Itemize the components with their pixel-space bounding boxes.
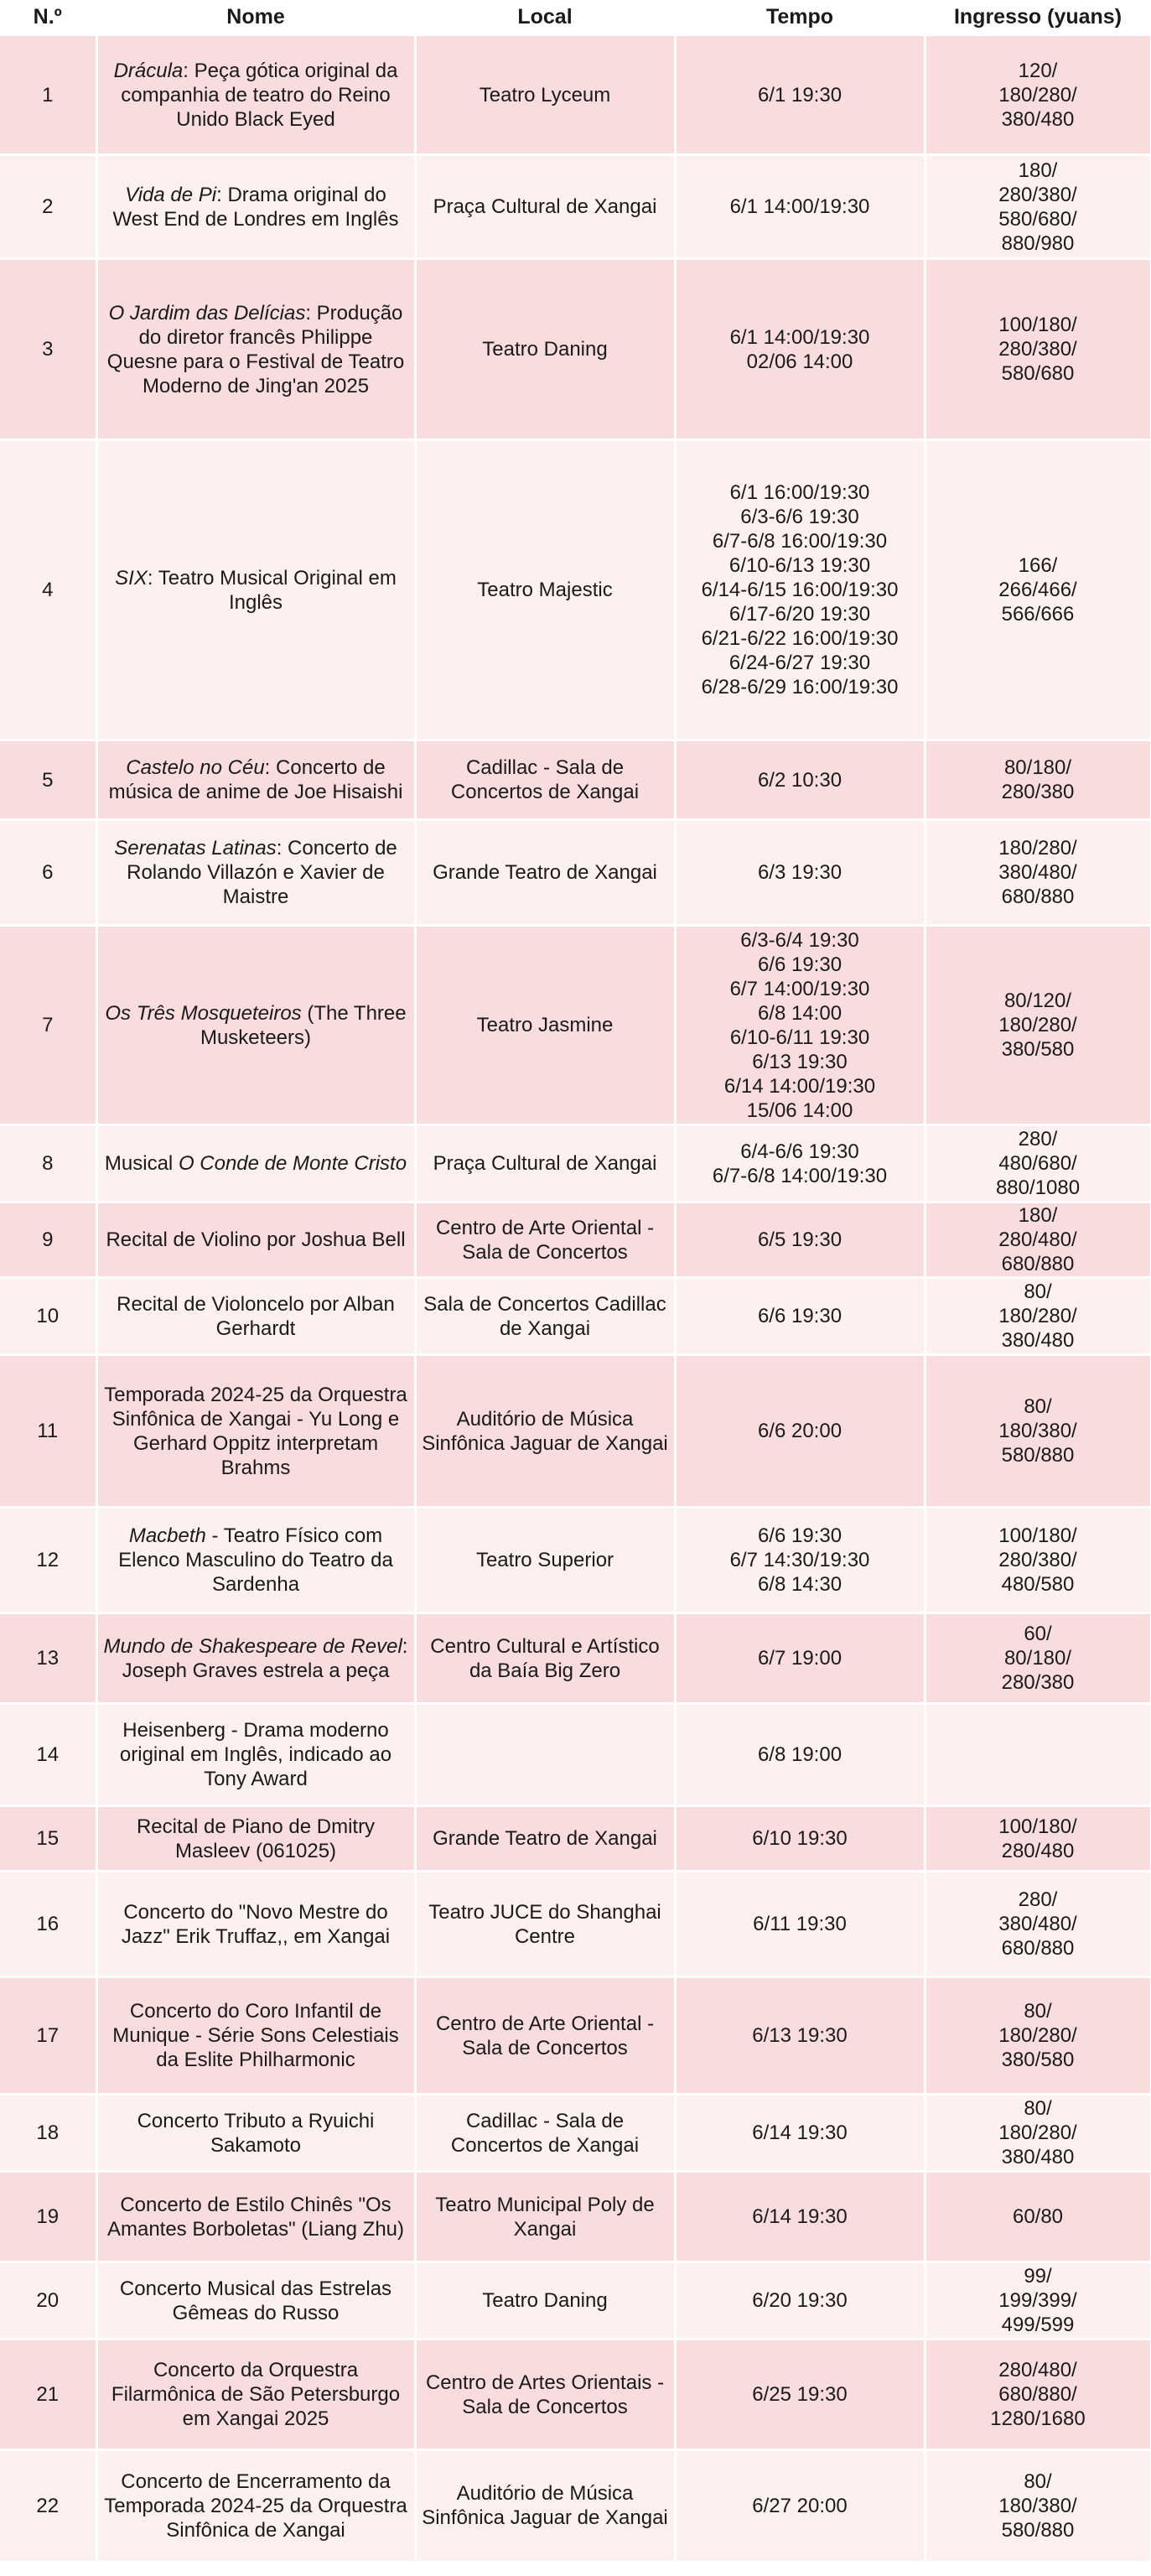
event-price: 60/80 bbox=[925, 2172, 1151, 2262]
row-number: 9 bbox=[0, 1202, 96, 1278]
event-time: 6/1 16:00/19:30 6/3-6/6 19:30 6/7-6/8 16:00/19:30 6/10-6/13 19:30 6/14-6/15 16:00/19:30 6/17-6/20 19:30 6/21-6/22 16:00/19:30 6/24-6/27 19:30 6/28-6/29 16:00/19:30 bbox=[675, 440, 925, 740]
event-description: Concerto de Estilo Chinês "Os Amantes Borboletas" (Liang Zhu) bbox=[106, 2193, 405, 2241]
event-time: 6/1 14:00/19:30 02/06 14:00 bbox=[675, 259, 925, 440]
event-venue: Teatro Municipal Poly de Xangai bbox=[415, 2172, 675, 2262]
table-row bbox=[0, 1806, 1151, 1872]
event-name bbox=[96, 440, 415, 740]
header-num: N.º bbox=[0, 0, 96, 35]
event-name bbox=[96, 35, 415, 155]
event-venue: Teatro Majestic bbox=[415, 440, 675, 740]
event-name bbox=[96, 1125, 415, 1202]
header-price: Ingresso (yuans) bbox=[925, 0, 1151, 35]
event-time: 6/20 19:30 bbox=[675, 2262, 925, 2340]
event-time: 6/7 19:00 bbox=[675, 1613, 925, 1704]
event-time: 6/5 19:30 bbox=[675, 1202, 925, 1278]
event-price: 99/ 199/399/ 499/599 bbox=[925, 2262, 1151, 2340]
event-title: Mundo de Shakespeare de Revel bbox=[103, 1634, 402, 1658]
table-row bbox=[0, 1278, 1151, 1355]
table-row bbox=[0, 2262, 1151, 2340]
event-time: 6/27 20:00 bbox=[675, 2450, 925, 2561]
header-venue: Local bbox=[415, 0, 675, 35]
event-price: 80/ 180/380/ 580/880 bbox=[925, 2450, 1151, 2561]
event-venue bbox=[415, 1704, 675, 1806]
event-price: 280/ 480/680/ 880/1080 bbox=[925, 1125, 1151, 1202]
event-description: : Concerto de Rolando Villazón e Xavier de Maistre bbox=[127, 837, 397, 908]
table-row bbox=[0, 820, 1151, 926]
event-description: Concerto da Orquestra Filarmônica de São Petersburgo em Xangai 2025 bbox=[111, 2359, 401, 2430]
table-row bbox=[0, 1508, 1151, 1613]
event-name bbox=[96, 740, 415, 820]
event-venue: Teatro Superior bbox=[415, 1508, 675, 1613]
event-description: : Produção do diretor francês Philippe Quesne para o Festival de Teatro Moderno de Jing'an 2025 bbox=[106, 301, 405, 397]
event-venue: Cadillac - Sala de Concertos de Xangai bbox=[415, 740, 675, 820]
event-description: : Concerto de música de anime de Joe Hisaishi bbox=[108, 756, 403, 803]
event-time: 6/6 19:30 bbox=[675, 1278, 925, 1355]
event-name bbox=[96, 1806, 415, 1872]
event-description: Recital de Violoncelo por Alban Gerhardt bbox=[117, 1292, 395, 1340]
event-venue: Grande Teatro de Xangai bbox=[415, 820, 675, 926]
event-description: : Drama original do West End de Londres em Inglês bbox=[112, 183, 399, 231]
event-title: Serenatas Latinas bbox=[114, 837, 277, 860]
row-number: 5 bbox=[0, 740, 96, 820]
event-name bbox=[96, 1872, 415, 1977]
table-row bbox=[0, 2340, 1151, 2450]
event-venue: Centro Cultural e Artístico da Baía Big Zero bbox=[415, 1613, 675, 1704]
event-time: 6/14 19:30 bbox=[675, 2095, 925, 2172]
table-row bbox=[0, 440, 1151, 740]
row-number: 14 bbox=[0, 1704, 96, 1806]
event-time: 6/11 19:30 bbox=[675, 1872, 925, 1977]
event-venue: Centro de Arte Oriental - Sala de Concertos bbox=[415, 1202, 675, 1278]
event-description: : Teatro Musical Original em Inglês bbox=[147, 566, 397, 614]
event-price: 166/ 266/466/ 566/666 bbox=[925, 440, 1151, 740]
row-number: 7 bbox=[0, 926, 96, 1125]
header-time: Tempo bbox=[675, 0, 925, 35]
event-venue: Grande Teatro de Xangai bbox=[415, 1806, 675, 1872]
event-description: - Teatro Físico com Elenco Masculino do Teatro da Sardenha bbox=[118, 1524, 393, 1596]
event-name bbox=[96, 2450, 415, 2561]
row-number: 20 bbox=[0, 2262, 96, 2340]
event-description: Recital de Violino por Joshua Bell bbox=[106, 1228, 406, 1251]
event-name bbox=[96, 1508, 415, 1613]
event-price: 120/ 180/280/ 380/480 bbox=[925, 35, 1151, 155]
table-row bbox=[0, 1613, 1151, 1704]
event-time: 6/1 14:00/19:30 bbox=[675, 155, 925, 259]
event-price: 280/480/ 680/880/ 1280/1680 bbox=[925, 2340, 1151, 2450]
event-time: 6/6 20:00 bbox=[675, 1355, 925, 1508]
event-title: O Conde de Monte Cristo bbox=[178, 1152, 407, 1175]
row-number: 18 bbox=[0, 2095, 96, 2172]
event-price: 100/180/ 280/480 bbox=[925, 1806, 1151, 1872]
event-venue: Teatro Daning bbox=[415, 2262, 675, 2340]
event-title: Macbeth bbox=[128, 1524, 206, 1547]
table-row bbox=[0, 926, 1151, 1125]
event-description: Concerto Musical das Estrelas Gêmeas do Russo bbox=[119, 2277, 392, 2324]
event-time: 6/8 19:00 bbox=[675, 1704, 925, 1806]
event-description: Concerto de Encerramento da Temporada 2024-25 da Orquestra Sinfônica de Xangai bbox=[104, 2470, 407, 2542]
event-name bbox=[96, 2172, 415, 2262]
event-name bbox=[96, 2262, 415, 2340]
event-price: 180/ 280/380/ 580/680/ 880/980 bbox=[925, 155, 1151, 259]
table-row bbox=[0, 259, 1151, 440]
row-number: 16 bbox=[0, 1872, 96, 1977]
event-description: Recital de Piano de Dmitry Masleev (061025) bbox=[136, 1815, 376, 1862]
row-number: 19 bbox=[0, 2172, 96, 2262]
row-number: 22 bbox=[0, 2450, 96, 2561]
event-title: Castelo no Céu bbox=[126, 756, 265, 779]
row-number: 13 bbox=[0, 1613, 96, 1704]
event-time: 6/14 19:30 bbox=[675, 2172, 925, 2262]
event-time: 6/2 10:30 bbox=[675, 740, 925, 820]
event-name bbox=[96, 259, 415, 440]
event-price: 80/180/ 280/380 bbox=[925, 740, 1151, 820]
table-row bbox=[0, 1125, 1151, 1202]
event-price: 80/ 180/380/ 580/880 bbox=[925, 1355, 1151, 1508]
row-number: 10 bbox=[0, 1278, 96, 1355]
event-time: 6/13 19:30 bbox=[675, 1977, 925, 2095]
event-title: Drácula bbox=[113, 59, 184, 82]
row-number: 4 bbox=[0, 440, 96, 740]
row-number: 15 bbox=[0, 1806, 96, 1872]
table-row bbox=[0, 1704, 1151, 1806]
event-name bbox=[96, 155, 415, 259]
row-number: 12 bbox=[0, 1508, 96, 1613]
event-venue: Teatro Lyceum bbox=[415, 35, 675, 155]
event-price bbox=[925, 1704, 1151, 1806]
event-venue: Teatro Jasmine bbox=[415, 926, 675, 1125]
event-name bbox=[96, 1977, 415, 2095]
event-venue: Sala de Concertos Cadillac de Xangai bbox=[415, 1278, 675, 1355]
event-time: 6/10 19:30 bbox=[675, 1806, 925, 1872]
row-number: 8 bbox=[0, 1125, 96, 1202]
event-venue: Cadillac - Sala de Concertos de Xangai bbox=[415, 2095, 675, 2172]
event-description: : Joseph Graves estrela a peça bbox=[122, 1634, 408, 1682]
event-price: 60/ 80/180/ 280/380 bbox=[925, 1613, 1151, 1704]
row-number: 1 bbox=[0, 35, 96, 155]
event-price: 100/180/ 280/380/ 580/680 bbox=[925, 259, 1151, 440]
table-row bbox=[0, 1977, 1151, 2095]
row-number: 17 bbox=[0, 1977, 96, 2095]
event-description: Concerto do Coro Infantil de Munique - Série Sons Celestiais da Eslite Philharmonic bbox=[112, 2000, 399, 2071]
table-row bbox=[0, 35, 1151, 155]
event-time: 6/25 19:30 bbox=[675, 2340, 925, 2450]
event-time: 6/4-6/6 19:30 6/7-6/8 14:00/19:30 bbox=[675, 1125, 925, 1202]
event-price: 180/280/ 380/480/ 680/880 bbox=[925, 820, 1151, 926]
table-row bbox=[0, 2095, 1151, 2172]
row-number: 2 bbox=[0, 155, 96, 259]
header-row bbox=[0, 0, 1151, 35]
event-name bbox=[96, 820, 415, 926]
table-row bbox=[0, 740, 1151, 820]
event-price: 80/ 180/280/ 380/480 bbox=[925, 2095, 1151, 2172]
event-price: 180/ 280/480/ 680/880 bbox=[925, 1202, 1151, 1278]
event-title: O Jardim das Delícias bbox=[108, 301, 306, 325]
table-row bbox=[0, 1202, 1151, 1278]
table-row bbox=[0, 1872, 1151, 1977]
event-title: SIX bbox=[115, 566, 148, 589]
table-row bbox=[0, 2450, 1151, 2561]
event-description: (The Three Musketeers) bbox=[200, 1001, 407, 1049]
event-price: 100/180/ 280/380/ 480/580 bbox=[925, 1508, 1151, 1613]
event-name bbox=[96, 2095, 415, 2172]
event-time: 6/6 19:30 6/7 14:30/19:30 6/8 14:30 bbox=[675, 1508, 925, 1613]
event-venue: Auditório de Música Sinfônica Jaguar de Xangai bbox=[415, 2450, 675, 2561]
event-time: 6/3-6/4 19:30 6/6 19:30 6/7 14:00/19:30 6/8 14:00 6/10-6/11 19:30 6/13 19:30 6/14 14:00/19:30 15/06 14:00 bbox=[675, 926, 925, 1125]
event-price: 80/ 180/280/ 380/480 bbox=[925, 1278, 1151, 1355]
event-description: Heisenberg - Drama moderno original em Inglês, indicado ao Tony Award bbox=[119, 1719, 392, 1790]
event-description: Concerto Tributo a Ryuichi Sakamoto bbox=[137, 2109, 375, 2157]
event-name bbox=[96, 1278, 415, 1355]
row-number: 6 bbox=[0, 820, 96, 926]
event-name bbox=[96, 1613, 415, 1704]
event-time: 6/3 19:30 bbox=[675, 820, 925, 926]
event-venue: Teatro JUCE do Shanghai Centre bbox=[415, 1872, 675, 1977]
event-venue: Auditório de Música Sinfônica Jaguar de Xangai bbox=[415, 1355, 675, 1508]
event-name bbox=[96, 1355, 415, 1508]
table-row bbox=[0, 155, 1151, 259]
event-description: Temporada 2024-25 da Orquestra Sinfônica de Xangai - Yu Long e Gerhard Oppitz interpretam Brahms bbox=[104, 1383, 407, 1479]
event-name-prefix: Musical bbox=[104, 1152, 179, 1175]
event-name bbox=[96, 926, 415, 1125]
event-venue: Centro de Arte Oriental - Sala de Concertos bbox=[415, 1977, 675, 2095]
event-description: : Peça gótica original da companhia de teatro do Reino Unido Black Eyed bbox=[121, 59, 398, 131]
row-number: 11 bbox=[0, 1355, 96, 1508]
row-number: 21 bbox=[0, 2340, 96, 2450]
row-number: 3 bbox=[0, 259, 96, 440]
table-row bbox=[0, 2172, 1151, 2262]
header-name: Nome bbox=[96, 0, 415, 35]
event-name bbox=[96, 1202, 415, 1278]
event-name bbox=[96, 2340, 415, 2450]
event-time: 6/1 19:30 bbox=[675, 35, 925, 155]
table-row bbox=[0, 1355, 1151, 1508]
event-title: Vida de Pi bbox=[125, 183, 217, 206]
event-price: 280/ 380/480/ 680/880 bbox=[925, 1872, 1151, 1977]
event-venue: Praça Cultural de Xangai bbox=[415, 155, 675, 259]
event-price: 80/ 180/280/ 380/580 bbox=[925, 1977, 1151, 2095]
event-price: 80/120/ 180/280/ 380/580 bbox=[925, 926, 1151, 1125]
event-venue: Teatro Daning bbox=[415, 259, 675, 440]
event-description: Concerto do "Novo Mestre do Jazz" Erik Truffaz,, em Xangai bbox=[121, 1900, 391, 1948]
event-title: Os Três Mosqueteiros bbox=[105, 1001, 302, 1025]
event-venue: Centro de Artes Orientais - Sala de Concertos bbox=[415, 2340, 675, 2450]
event-venue: Praça Cultural de Xangai bbox=[415, 1125, 675, 1202]
event-name bbox=[96, 1704, 415, 1806]
